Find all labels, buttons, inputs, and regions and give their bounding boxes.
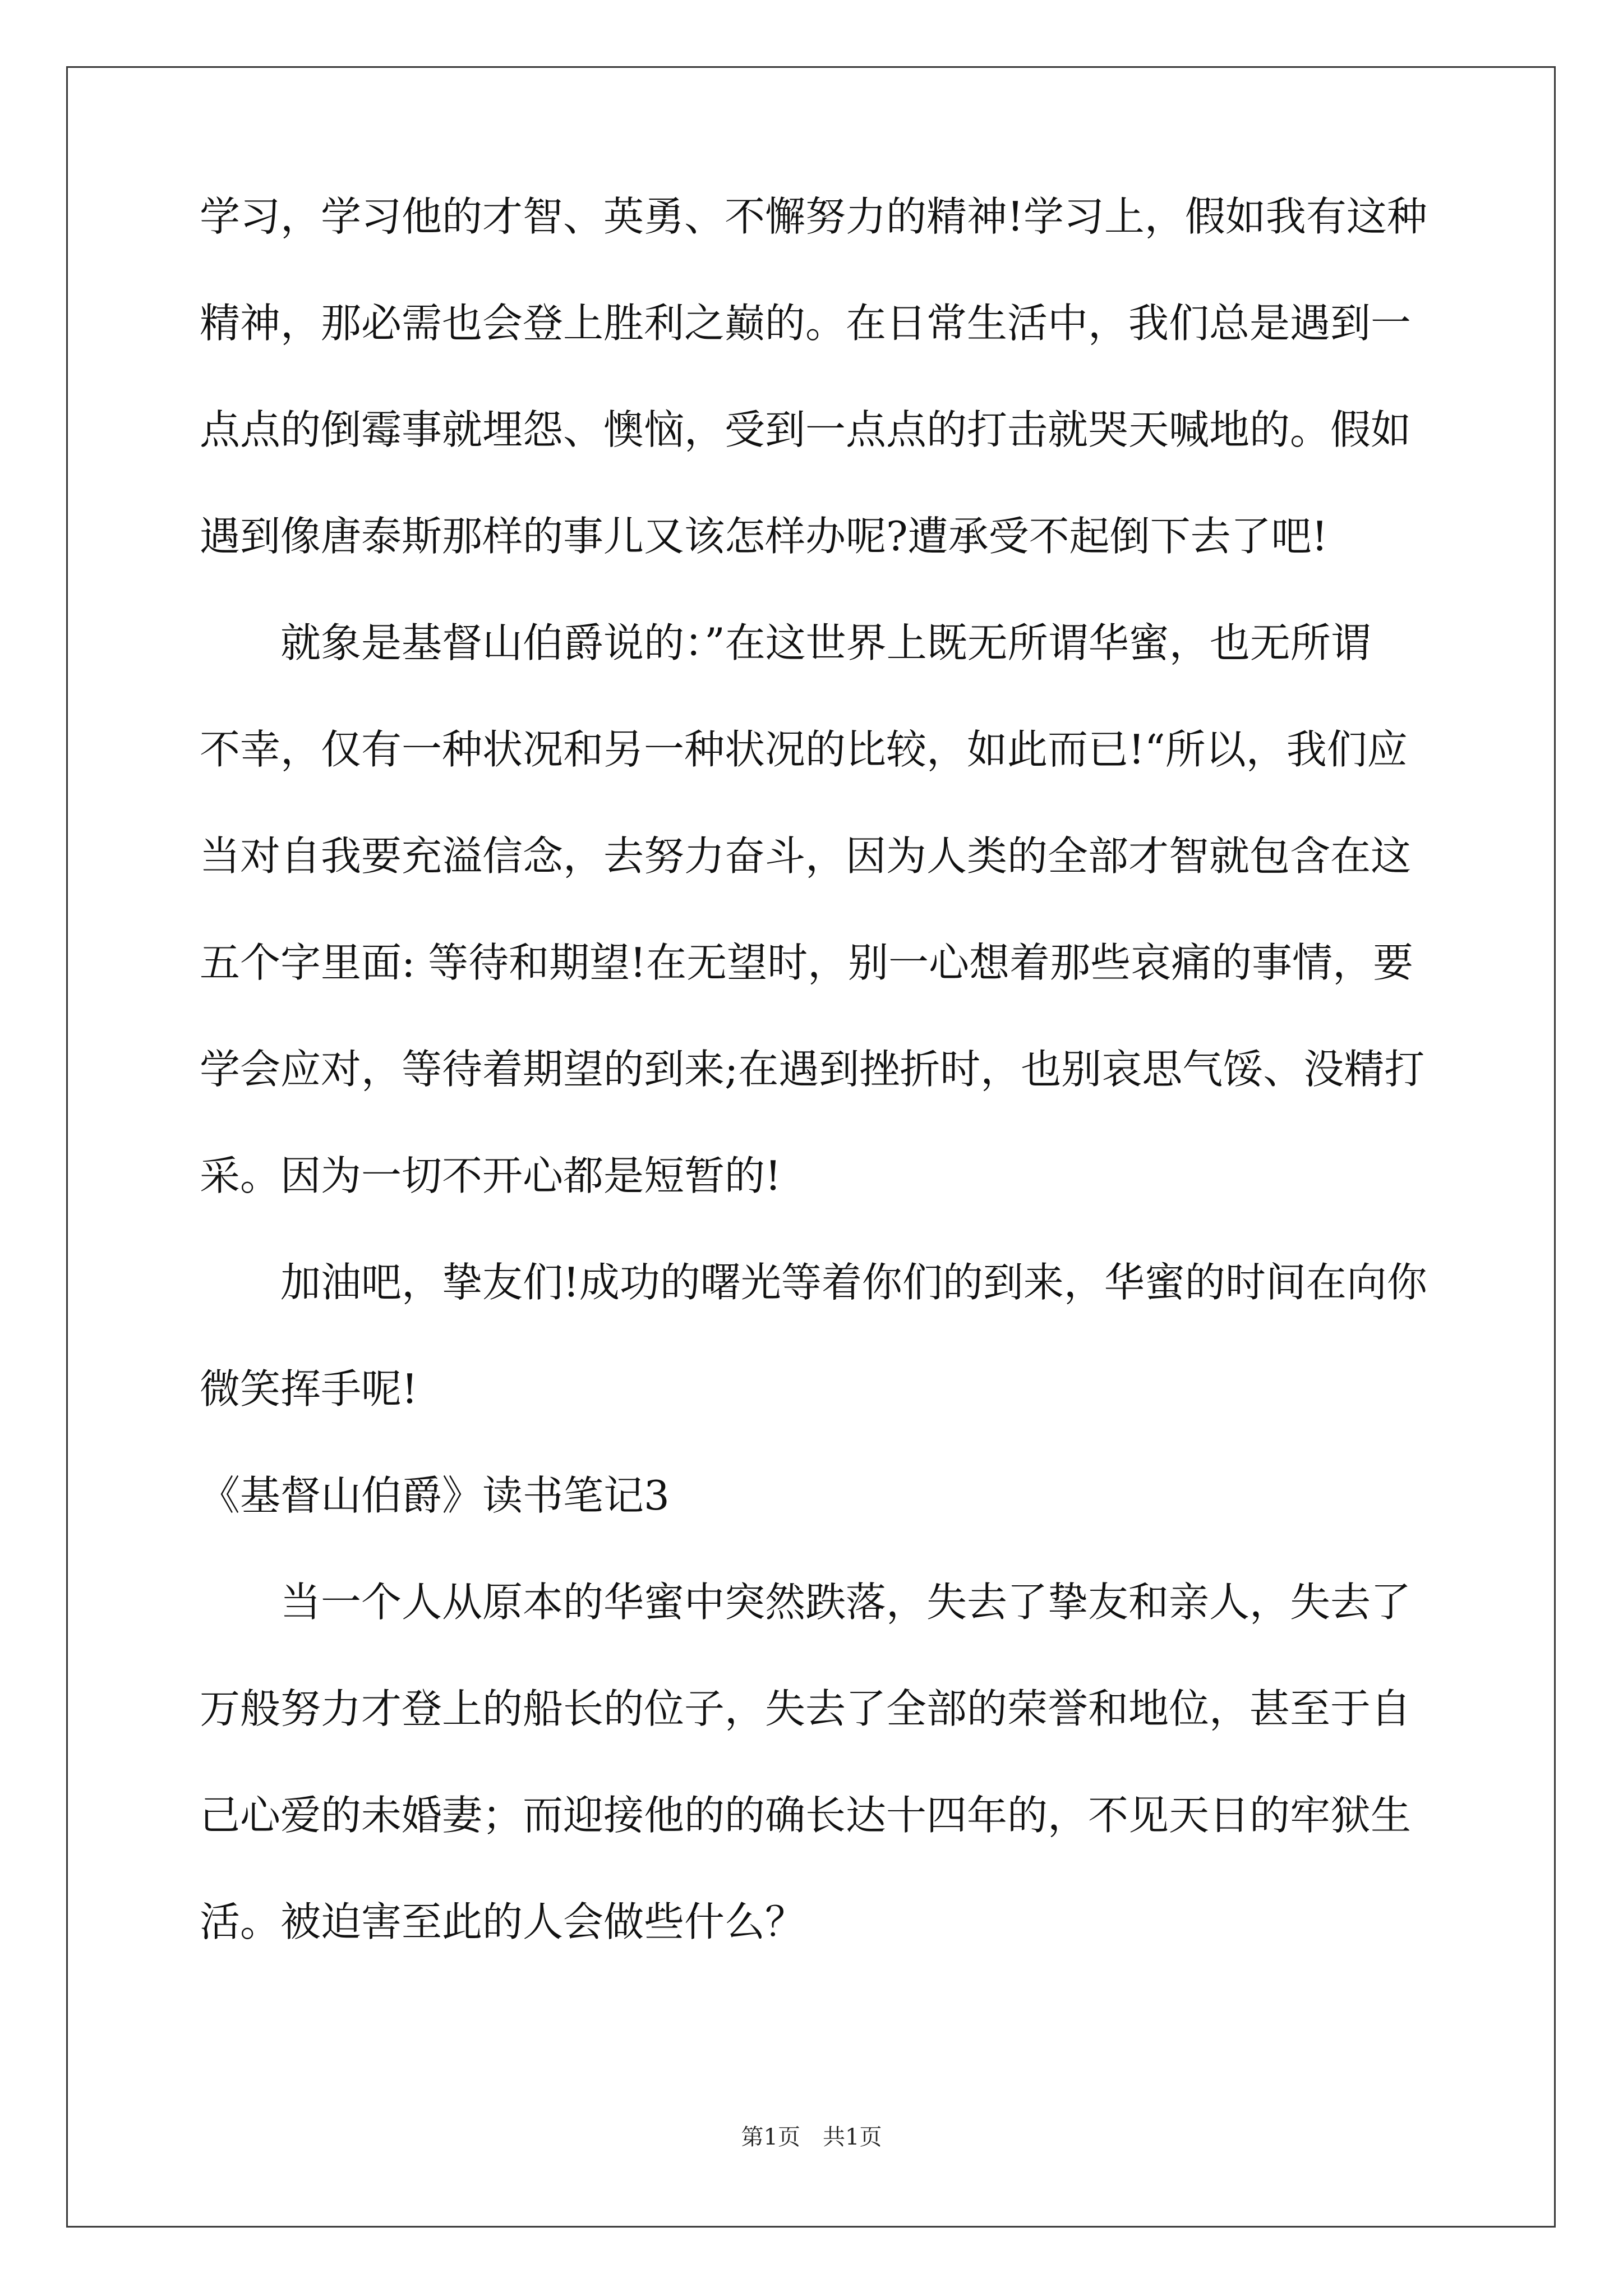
paragraph-2-line-4: 五个字里面: 等待和期望!在无望时，别一心想着那些哀痛的事情，要: [200, 939, 1414, 986]
paragraph-4-line-1: 当一个人从原本的华蜜中突然跌落，失去了挚友和亲人，失去了: [280, 1579, 1412, 1626]
paragraph-1-line-2: 精神，那必需也会登上胜利之巅的。在日常生活中，我们总是遇到一: [200, 300, 1412, 347]
page-total: 共1页: [823, 2124, 882, 2150]
paragraph-1-line-4: 遇到像唐泰斯那样的事儿又该怎样办呢?遭承受不起倒下去了吧!: [200, 513, 1328, 560]
paragraph-4-line-2: 万般努力才登上的船长的位子，失去了全部的荣誉和地位，甚至于自: [200, 1685, 1412, 1732]
paragraph-2-line-6: 采。因为一切不开心都是短暂的!: [200, 1152, 781, 1199]
paragraph-2-line-3: 当对自我要充溢信念，去努力奋斗，因为人类的全部才智就包含在这: [200, 832, 1412, 880]
section-heading: 《基督山伯爵》读书笔记3: [200, 1472, 670, 1519]
paragraph-3-line-1: 加油吧，挚友们!成功的曙光等着你们的到来，华蜜的时间在向你: [280, 1259, 1427, 1306]
paragraph-2-line-2: 不幸，仅有一种状况和另一种状况的比较，如此而已!“所以，我们应: [200, 726, 1408, 773]
paragraph-3-line-2: 微笑挥手呢!: [200, 1365, 418, 1412]
paragraph-1-line-3: 点点的倒霉事就埋怨、懊恼，受到一点点的打击就哭天喊地的。假如: [200, 406, 1412, 453]
page-footer: [0, 2120, 1623, 2154]
paragraph-4-line-3: 己心爱的未婚妻；而迎接他的的确长达十四年的，不见天日的牢狱生: [200, 1792, 1412, 1839]
paragraph-1-line-1: 学习，学习他的才智、英勇、不懈努力的精神!学习上，假如我有这种: [200, 193, 1427, 240]
paragraph-2-line-5: 学会应对，等待着期望的到来;在遇到挫折时，也别哀思气馁、没精打: [200, 1046, 1425, 1093]
paragraph-4-line-4: 活。被迫害至此的人会做些什么？: [200, 1898, 806, 1945]
paragraph-2-line-1: 就象是基督山伯爵说的：”在这世界上既无所谓华蜜，也无所谓: [280, 619, 1371, 666]
page-number: 第1页: [741, 2124, 800, 2150]
